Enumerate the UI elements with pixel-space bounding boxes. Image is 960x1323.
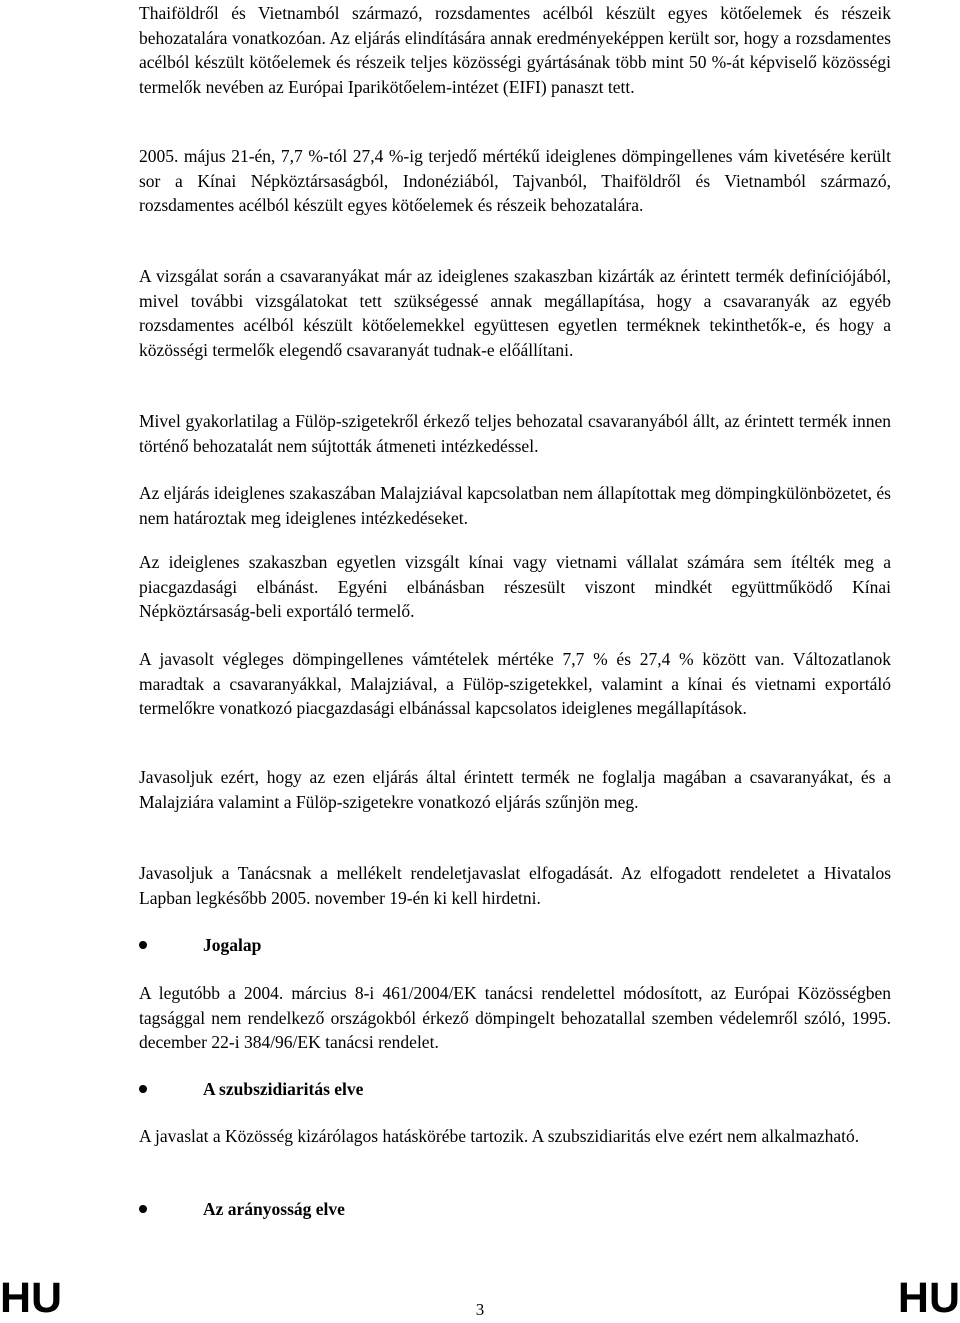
bullet-icon <box>139 941 147 949</box>
footer-language-left: HU <box>0 1274 63 1322</box>
section-heading-text: Az arányosság elve <box>203 1199 345 1219</box>
paragraph-market-economy: Az ideiglenes szakaszban egyetlen vizsgált kínai vagy vietnami vállalat számára sem ítélték meg a piacgazdasági elbánást. Egyéni elbánásban részesült viszont mindkét együttműködő Kínai Népköztársaság-beli exportáló termelő. <box>139 552 891 621</box>
footer-language-right: HU <box>897 1274 960 1322</box>
paragraph-legal-basis: A legutóbb a 2004. március 8-i 461/2004/EK tanácsi rendelettel módosított, az Európai Közösségben tagsággal nem rendelkező országokból érkező dömpingelt behozatallal szemben védelemről szóló, 1995. december 22-i 384/96/EK tanácsi rendelet. <box>139 983 891 1052</box>
section-heading-text: A szubszidiaritás elve <box>203 1079 364 1099</box>
paragraph-council: Javasoljuk a Tanácsnak a mellékelt rendeletjavaslat elfogadását. Az elfogadott rendeletet a Hivatalos Lapban legkésőbb 2005. november 19-én ki kell hirdetni. <box>139 863 891 908</box>
paragraph-complaint: Thaiföldről és Vietnamból származó, rozsdamentes acélból készült egyes kötőelemek és részeik behozatalára vonatkozóan. Az eljárás elindítására annak eredményeképpen került sor, hogy a rozsdamentes acélból készült kötőelemek és részeik teljes közösségi gyártásának több mint 50 %-át képviselő közösségi termelők nevében az Európai Iparikötőelem-intézet (EIFI) panaszt tett. <box>139 3 891 97</box>
paragraph-nuts-excluded: A vizsgálat során a csavaranyákat már az ideiglenes szakaszban kizárták az érintett termék definíciójából, mivel további vizsgálatokat tett szükségessé annak megállapítása, hogy a csavaranyák az egyéb rozsdamentes acélból készült kötőelemekkel együttesen egyetlen terméknek tekinthetők-e, és hogy a közösségi termelők elegendő csavaranyát tudnak-e előállítani. <box>139 266 891 360</box>
paragraph-philippines: Mivel gyakorlatilag a Fülöp-szigetekről érkező teljes behozatal csavaranyából állt, az érintett termék innen történő behozatalát nem sújtották átmeneti intézkedéssel. <box>139 411 891 456</box>
paragraph-definitive-rates: A javasolt végleges dömpingellenes vámtételek mértéke 7,7 % és 27,4 % között van. Változatlanok maradtak a csavaranyákkal, Malajziával, a Fülöp-szigetekkel, valamint a kínai és vietnami exportáló termelőkre vonatkozó piacgazdasági elbánással kapcsolatos ideiglenes megállapítások. <box>139 649 891 718</box>
paragraph-malaysia: Az eljárás ideiglenes szakaszában Malajziával kapcsolatban nem állapítottak meg dömpingkülönbözetet, és nem határoztak meg ideiglenes intézkedéseket. <box>139 483 891 528</box>
paragraph-subsidiarity: A javaslat a Közösség kizárólagos hatáskörébe tartozik. A szubszidiaritás elve ezért nem alkalmazható. <box>139 1126 860 1146</box>
paragraph-proposal: Javasoljuk ezért, hogy az ezen eljárás által érintett termék ne foglalja magában a csavaranyákat, és a Malajziára valamint a Fülöp-szigetekre vonatkozó eljárás szűnjön meg. <box>139 767 891 812</box>
section-heading-text: Jogalap <box>203 935 262 955</box>
paragraph-provisional-duty: 2005. május 21-én, 7,7 %-tól 27,4 %-ig terjedő mértékű ideiglenes dömpingellenes vám kivetésére került sor a Kínai Népköztársaságból, Indonéziából, Tajvanból, Thaiföldről és Vietnamból származó, rozsdamentes acélból készült egyes kötőelemek és részeik behozatalára. <box>139 146 891 215</box>
bullet-icon <box>139 1085 147 1093</box>
page-number: 3 <box>475 1300 485 1319</box>
bullet-icon <box>139 1205 147 1213</box>
